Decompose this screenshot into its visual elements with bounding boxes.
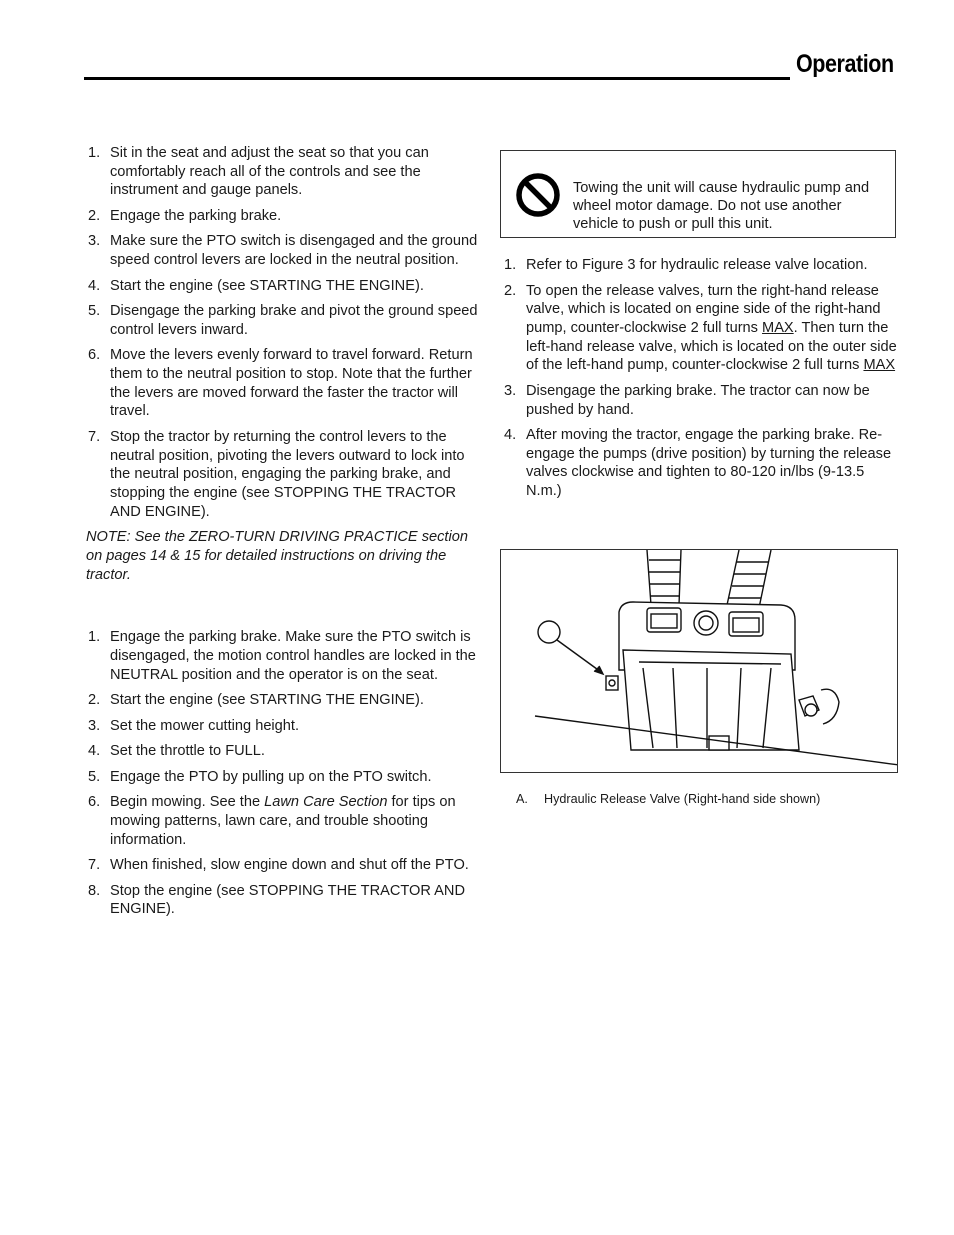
list-item: 6. Move the levers evenly forward to travel forward. Return them to the neutral position to stop. Note that the further the levers are moved forward the faster the tractor will travel. — [88, 347, 473, 420]
list-item: 5. Engage the PTO by pulling up on the PTO switch. — [88, 768, 432, 785]
list-item: 2. Engage the parking brake. — [88, 207, 282, 224]
warning-box — [500, 150, 896, 238]
list-item: 4. Start the engine (see STARTING THE ENGINE). — [88, 277, 424, 294]
list-item: 3. Disengage the parking brake. The tractor can now be pushed by hand. — [504, 382, 870, 418]
page-section-title: Operation — [796, 50, 894, 78]
list-item: 4. Set the throttle to FULL. — [88, 743, 265, 760]
list-item: 7. Stop the tractor by returning the control levers to the neutral position, pivoting the levers outward to lock into the neutral position, engaging the parking brake, and stopping the engine (see STOPPING THE TRACTOR AND ENGINE). — [88, 428, 465, 520]
header-rule — [84, 77, 790, 80]
list-item: 5. Disengage the parking brake and pivot the ground speed control levers inward. — [88, 303, 478, 338]
list-item: 1. Engage the parking brake. Make sure the PTO switch is disengaged, the motion control handles are locked in the NEUTRAL position and the operator is on the seat. — [88, 629, 476, 683]
figure-hydraulic-pump — [500, 549, 898, 773]
list-item: 1. Sit in the seat and adjust the seat so that you can comfortably reach all of the controls and see the instrument and gauge panels. — [88, 145, 429, 199]
mowing-steps — [86, 628, 482, 919]
list-item: 4. After moving the tractor, engage the parking brake. Re-engage the pumps (drive position) by turning the release valves clockwise and tighten to 80-120 in/lbs (9-13.5 N.m.) — [504, 427, 892, 500]
left-column — [86, 144, 482, 926]
driving-steps — [86, 144, 482, 521]
prohibition-icon — [515, 172, 561, 218]
list-item: 1. Refer to Figure 3 for hydraulic release valve location. — [504, 257, 868, 273]
list-item: 3. Make sure the PTO switch is disengaged and the ground speed control levers are locked in the neutral position. — [88, 233, 478, 269]
pump-illustration — [501, 550, 898, 773]
list-item: 7. When finished, slow engine down and shut off the PTO. — [88, 857, 469, 874]
list-item: 3. Set the mower cutting height. — [88, 717, 300, 734]
figure-caption — [516, 792, 820, 806]
list-item: 2. To open the release valves, turn the right-hand release valve, which is located on engine side of the right-hand pump, counter-clockwise 2 full turns MAX. Then turn the left-hand release valve, which is located on the outer side of the left-hand pump, counter-clockwise 2 full turns MAX — [504, 282, 897, 374]
list-item: 8. Stop the engine (see STOPPING THE TRACTOR AND ENGINE). — [88, 882, 465, 918]
list-item: 6. Begin mowing. See the Lawn Care Section for tips on mowing patterns, lawn care, and trouble shooting information. — [88, 794, 456, 848]
caption-letter: A. — [516, 792, 528, 806]
driving-note: NOTE: See the ZERO-TURN DRIVING PRACTICE section on pages 14 & 15 for detailed instructions on driving the tractor. — [86, 529, 468, 583]
list-item: 2. Start the engine (see STARTING THE ENGINE). — [88, 692, 424, 709]
pushing-steps — [502, 256, 898, 501]
caption-text: Hydraulic Release Valve (Right-hand side shown) — [544, 792, 821, 806]
warning-text: Towing the unit will cause hydraulic pump and wheel motor damage. Do not use another vehicle to push or pull this unit. — [573, 180, 870, 232]
right-column — [502, 256, 898, 508]
